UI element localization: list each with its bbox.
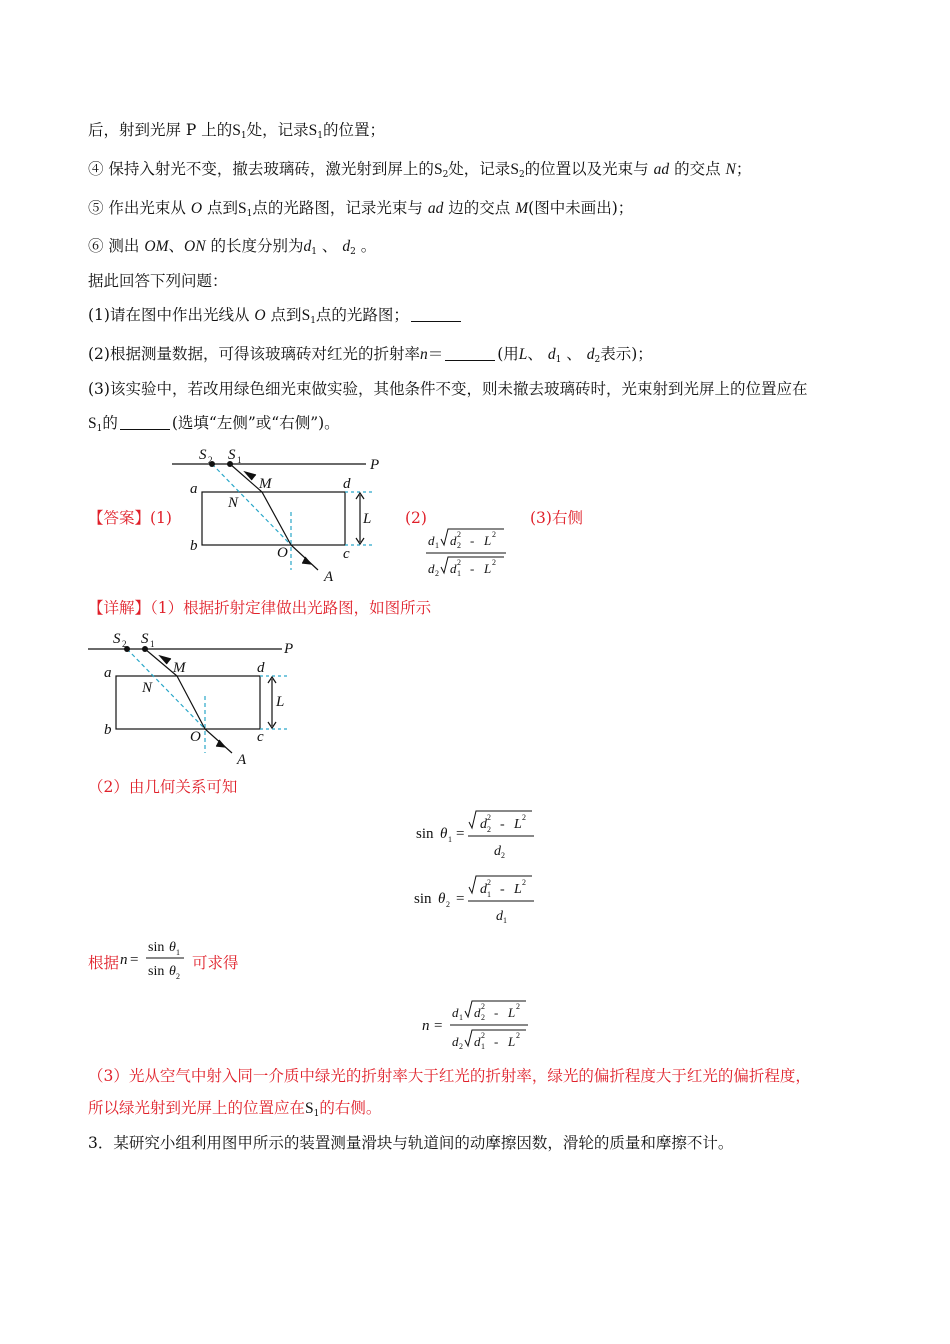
svg-text:=: = — [130, 952, 139, 968]
svg-text:L: L — [276, 694, 285, 710]
svg-text:2: 2 — [522, 813, 526, 822]
step-continuation: 后，射到光屏 P 上的$S_1$处，记录$S_1$的位置； — [88, 121, 386, 141]
svg-text:2: 2 — [435, 569, 439, 578]
svg-text:d: d — [474, 1005, 481, 1020]
svg-text:L: L — [508, 1005, 516, 1020]
svg-text:2: 2 — [481, 1002, 485, 1011]
svg-text:S: S — [141, 631, 149, 647]
svg-text:d: d — [343, 476, 351, 492]
question-3-line-1: (3)该实验中，若改用绿色细光束做实验，其他条件不变，则未撤去玻璃砖时，光束射到光屏上的位置应在 — [88, 380, 808, 398]
svg-text:1: 1 — [487, 890, 491, 899]
svg-text:sin: sin — [416, 826, 434, 842]
question-1: (1)请在图中作出光线从 O 点到$S_1$点的光路图； — [88, 305, 463, 331]
svg-text:L: L — [484, 533, 492, 548]
svg-text:2: 2 — [208, 455, 213, 465]
svg-text:d: d — [452, 1034, 459, 1049]
svg-text:2: 2 — [516, 1002, 520, 1011]
svg-text:-: - — [470, 561, 475, 576]
svg-text:N: N — [228, 495, 239, 511]
svg-text:d: d — [450, 561, 457, 576]
svg-text:-: - — [500, 882, 505, 897]
svg-text:c: c — [257, 729, 264, 745]
svg-text:a: a — [190, 481, 198, 497]
svg-text:=: = — [456, 826, 465, 842]
svg-text:2: 2 — [457, 541, 461, 550]
svg-text:2: 2 — [481, 1031, 485, 1040]
svg-text:d: d — [480, 882, 487, 897]
svg-text:2: 2 — [459, 1042, 463, 1051]
detail-part-2: （2）由几何关系可知 — [88, 778, 238, 796]
next-question: 3．某研究小组利用图甲所示的装置测量滑块与轨道间的动摩擦因数，滑轮的质量和摩擦不计。 — [88, 1134, 734, 1152]
svg-text:2: 2 — [522, 878, 526, 887]
svg-text:2: 2 — [481, 1013, 485, 1022]
svg-text:2: 2 — [487, 813, 491, 822]
svg-text:2: 2 — [516, 1031, 520, 1040]
svg-text:-: - — [494, 1005, 499, 1020]
svg-text:d: d — [452, 1005, 459, 1020]
step-5: ⑤ 作出光束从 O 点到$S_1$点的光路图，记录光束与 ad 边的交点 M(图中未画出)； — [88, 199, 634, 219]
svg-text:2: 2 — [501, 851, 505, 860]
svg-text:d: d — [480, 817, 487, 832]
svg-text:d: d — [428, 533, 435, 548]
svg-text:A: A — [324, 569, 334, 585]
step-4: ④ 保持入射光不变，撤去玻璃砖，激光射到屏上的$S_2$处，记录$S_2$的位置以及光束与 ad 的交点 N； — [88, 160, 752, 180]
n-result-formula — [418, 995, 538, 1057]
svg-text:θ: θ — [169, 964, 176, 979]
svg-text:O: O — [277, 545, 288, 561]
svg-text:L: L — [484, 561, 492, 576]
svg-text:sin: sin — [414, 891, 432, 907]
svg-text:1: 1 — [457, 569, 461, 578]
svg-text:2: 2 — [457, 530, 461, 539]
svg-text:=: = — [456, 891, 465, 907]
detail-part-3-line-1: （3）光从空气中射入同一介质中绿光的折射率大于红光的折射率，绿光的偏折程度大于红光的偏折程度， — [88, 1067, 811, 1085]
svg-text:sin: sin — [148, 940, 165, 955]
svg-text:S: S — [199, 447, 207, 463]
svg-text:2: 2 — [492, 530, 496, 539]
svg-text:n: n — [120, 952, 128, 968]
detail-part-3-line-2: 所以绿光射到光屏上的位置应在$S_1$的右侧。 — [88, 1099, 382, 1119]
svg-text:2: 2 — [176, 972, 180, 981]
svg-text:L: L — [363, 511, 372, 527]
svg-text:1: 1 — [435, 541, 439, 550]
svg-text:2: 2 — [487, 878, 491, 887]
svg-text:1: 1 — [448, 835, 452, 844]
svg-text:d: d — [428, 561, 435, 576]
svg-text:c: c — [343, 546, 350, 562]
answer-part-3: (3)右侧 — [530, 509, 583, 527]
svg-text:θ: θ — [440, 826, 448, 842]
question-3-line-2: $S_1$的 (选填“左侧”或“右侧”)。 — [88, 414, 340, 434]
svg-text:b: b — [104, 722, 112, 738]
svg-text:S: S — [113, 631, 121, 647]
answer-part-2-label: (2) — [405, 509, 427, 527]
svg-text:O: O — [190, 729, 201, 745]
svg-text:b: b — [190, 538, 198, 554]
sin-theta2-formula — [408, 870, 548, 930]
detail-n-intro: 根据 — [88, 954, 120, 972]
svg-text:P: P — [284, 641, 294, 657]
svg-text:d: d — [257, 660, 265, 676]
svg-text:N: N — [142, 680, 153, 696]
svg-text:sin: sin — [148, 964, 165, 979]
svg-text:-: - — [500, 817, 505, 832]
svg-text:d: d — [496, 909, 503, 924]
step-6: ⑥ 测出 OM、ON 的长度分别为$d_1$ 、 $d_2$ 。 — [88, 237, 377, 257]
svg-text:2: 2 — [492, 558, 496, 567]
svg-text:=: = — [434, 1018, 443, 1034]
n-ratio-formula — [118, 935, 193, 983]
sin-theta1-formula — [410, 805, 550, 865]
svg-text:P: P — [370, 457, 380, 473]
svg-text:1: 1 — [459, 1013, 463, 1022]
svg-text:1: 1 — [237, 455, 242, 465]
prompt-text: 据此回答下列问题： — [88, 272, 228, 290]
svg-text:θ: θ — [438, 891, 446, 907]
svg-text:d: d — [494, 844, 501, 859]
svg-text:L: L — [514, 817, 522, 832]
svg-text:M: M — [259, 476, 272, 492]
svg-text:2: 2 — [487, 825, 491, 834]
svg-text:1: 1 — [176, 948, 180, 957]
svg-text:d: d — [450, 533, 457, 548]
svg-text:-: - — [494, 1034, 499, 1049]
svg-text:2: 2 — [446, 900, 450, 909]
svg-text:-: - — [470, 533, 475, 548]
svg-text:M: M — [173, 660, 186, 676]
svg-text:1: 1 — [481, 1042, 485, 1051]
svg-text:1: 1 — [150, 639, 155, 649]
svg-text:d: d — [474, 1034, 481, 1049]
svg-text:A: A — [237, 752, 247, 768]
svg-text:2: 2 — [457, 558, 461, 567]
svg-text:L: L — [508, 1034, 516, 1049]
svg-text:n: n — [422, 1018, 430, 1034]
answer-label: 【答案】(1) — [88, 509, 172, 527]
svg-text:θ: θ — [169, 940, 176, 955]
svg-text:2: 2 — [122, 639, 127, 649]
svg-text:L: L — [514, 882, 522, 897]
question-2: (2)根据测量数据，可得该玻璃砖对红光的折射率n＝ (用L、 $d_1$ 、 $d_2$表示)； — [88, 345, 653, 365]
detail-n-outro: 可求得 — [192, 954, 239, 972]
svg-text:S: S — [228, 447, 236, 463]
detail-heading: 【详解】（1）根据折射定律做出光路图，如图所示 — [88, 599, 432, 617]
svg-text:1: 1 — [503, 916, 507, 925]
svg-text:a: a — [104, 665, 112, 681]
